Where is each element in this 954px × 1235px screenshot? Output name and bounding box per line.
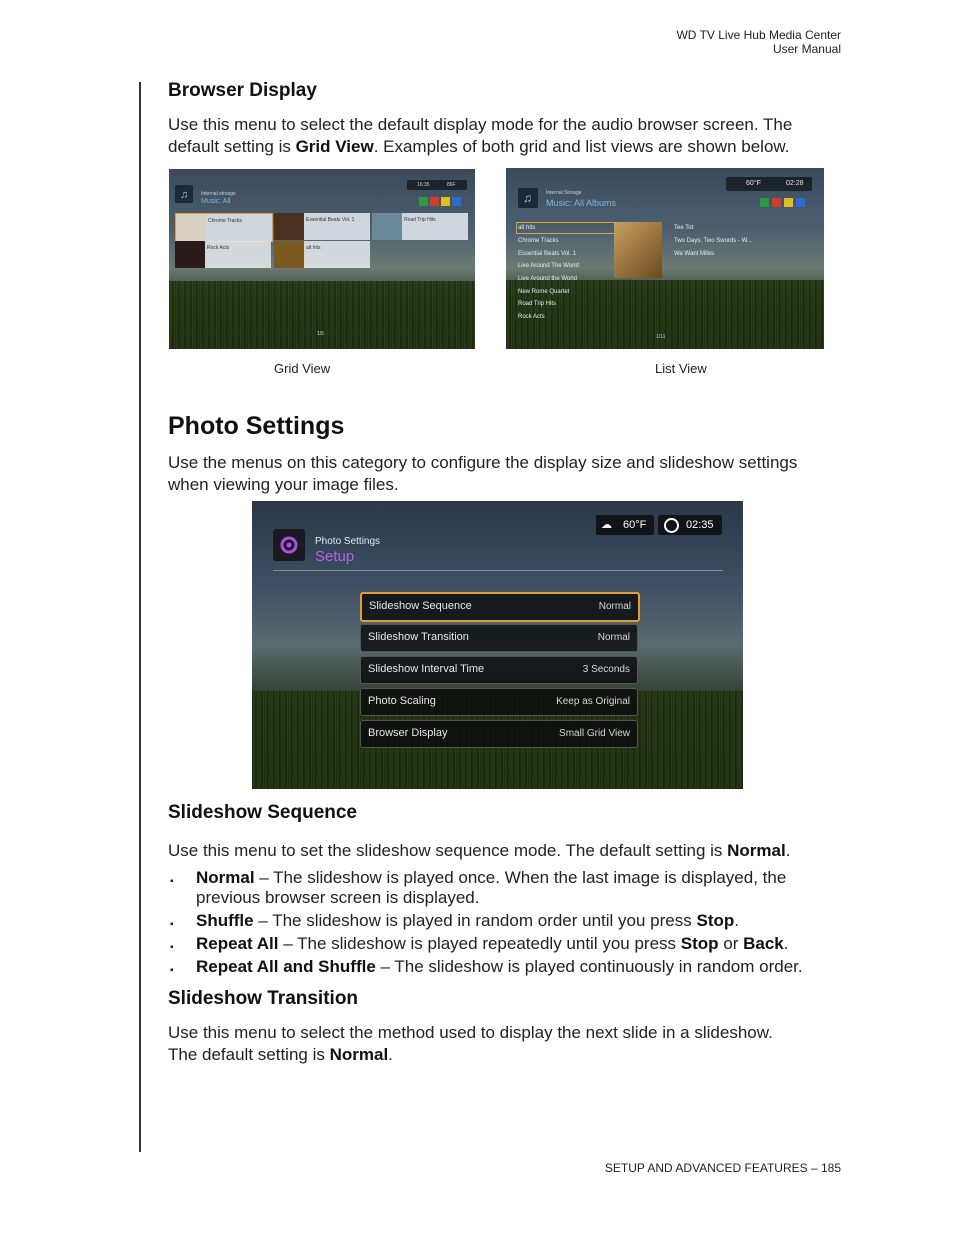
sequence-bullet-list (168, 868, 844, 977)
list-view-screenshot: ♫ Internal Storage Music: All Albums 60°F 02:28 alt hits Chrome Tracks Essential Beats Vol. 1 Live Around The World Live Around the World New Rome Quartet Road Trip Hits Rock Acts Tee Tot Two Days, Two Swords - W... We Want Miles 1/11 (506, 168, 824, 349)
page-footer: SETUP AND ADVANCED FEATURES – 185 (604, 1161, 841, 1175)
menu-item-slideshow-interval[interactable]: Slideshow Interval Time 3 Seconds (360, 656, 638, 684)
blue-button-icon (796, 198, 805, 207)
browser-display-paragraph: Use this menu to select the default display mode for the audio browser screen. The default setting is Grid View. Examples of both grid and list views are shown below. (168, 115, 793, 156)
list-item: ▪ Repeat All and Shuffle – The slideshow is played continuously in random order. (170, 957, 803, 976)
grid-tile: Road Trip Hits (372, 213, 468, 240)
grid-view-screenshot: ♫ Internal storage Music: All 16:35 86F Chrome Tracks Essential Beats Vol. 1 Road Trip Hits Rock Acts alt hits 1/5 (169, 169, 475, 349)
list-view-caption: List View (655, 361, 707, 376)
yellow-button-icon (784, 198, 793, 207)
svg-text:♫: ♫ (523, 191, 532, 205)
slideshow-sequence-heading: Slideshow Sequence (168, 802, 357, 823)
red-button-icon (430, 197, 439, 206)
photo-settings-screenshot: Photo Settings Setup ☁ 60°F 02:35 Slideshow Sequence Normal Slideshow Transition Normal Slideshow Interval Time 3 Seconds Photo Scaling Keep as Original Browser Display Small Grid View (252, 501, 743, 789)
cloud-icon: ☁ (601, 519, 612, 531)
header-subtitle: User Manual (772, 42, 841, 56)
gear-icon (273, 529, 305, 561)
slideshow-transition-heading: Slideshow Transition (168, 988, 359, 1009)
photo-settings-heading: Photo Settings (168, 412, 345, 440)
grid-view-caption: Grid View (274, 361, 331, 376)
weather-widget: ☁ 60°F (596, 515, 654, 535)
photo-settings-paragraph: Use the menus on this category to configure the display size and slideshow settings when viewing your image files. (168, 453, 798, 494)
browser-display-heading: Browser Display (168, 80, 317, 101)
menu-item-photo-scaling[interactable]: Photo Scaling Keep as Original (360, 688, 638, 716)
grid-tile: Essential Beats Vol. 1 (274, 213, 370, 240)
grid-tile: alt hits (274, 241, 370, 268)
clock-widget: 02:35 (658, 515, 722, 535)
music-icon (175, 185, 193, 203)
green-button-icon (760, 198, 769, 207)
list-item: ▪ Shuffle – The slideshow is played in random order until you press Stop. (170, 911, 739, 930)
margin-rule (139, 82, 141, 1152)
music-icon (518, 188, 538, 208)
grid-tile: Chrome Tracks (175, 213, 273, 242)
list-item: ▪ Repeat All – The slideshow is played repeatedly until you press Stop or Back. (170, 934, 789, 953)
running-header (676, 28, 841, 56)
menu-item-browser-display[interactable]: Browser Display Small Grid View (360, 720, 638, 748)
header-title: WD TV Live Hub Media Center (676, 28, 841, 42)
album-art (614, 222, 662, 278)
menu-item-slideshow-sequence[interactable]: Slideshow Sequence Normal (360, 592, 640, 622)
blue-button-icon (452, 197, 461, 206)
green-button-icon (419, 197, 428, 206)
red-button-icon (772, 198, 781, 207)
svg-text:♫: ♫ (180, 189, 189, 201)
grid-tile: Rock Acts (175, 241, 271, 268)
clock-icon (664, 518, 679, 533)
slideshow-sequence-intro: Use this menu to set the slideshow sequence mode. The default setting is Normal. (168, 841, 791, 860)
yellow-button-icon (441, 197, 450, 206)
list-item: ▪ Normal – The slideshow is played once. When the last image is displayed, the previous browser screen is displayed. (170, 868, 787, 907)
slideshow-transition-paragraph: Use this menu to select the method used to display the next slide in a slideshow. The default setting is Normal. (168, 1023, 773, 1064)
menu-item-slideshow-transition[interactable]: Slideshow Transition Normal (360, 624, 638, 652)
